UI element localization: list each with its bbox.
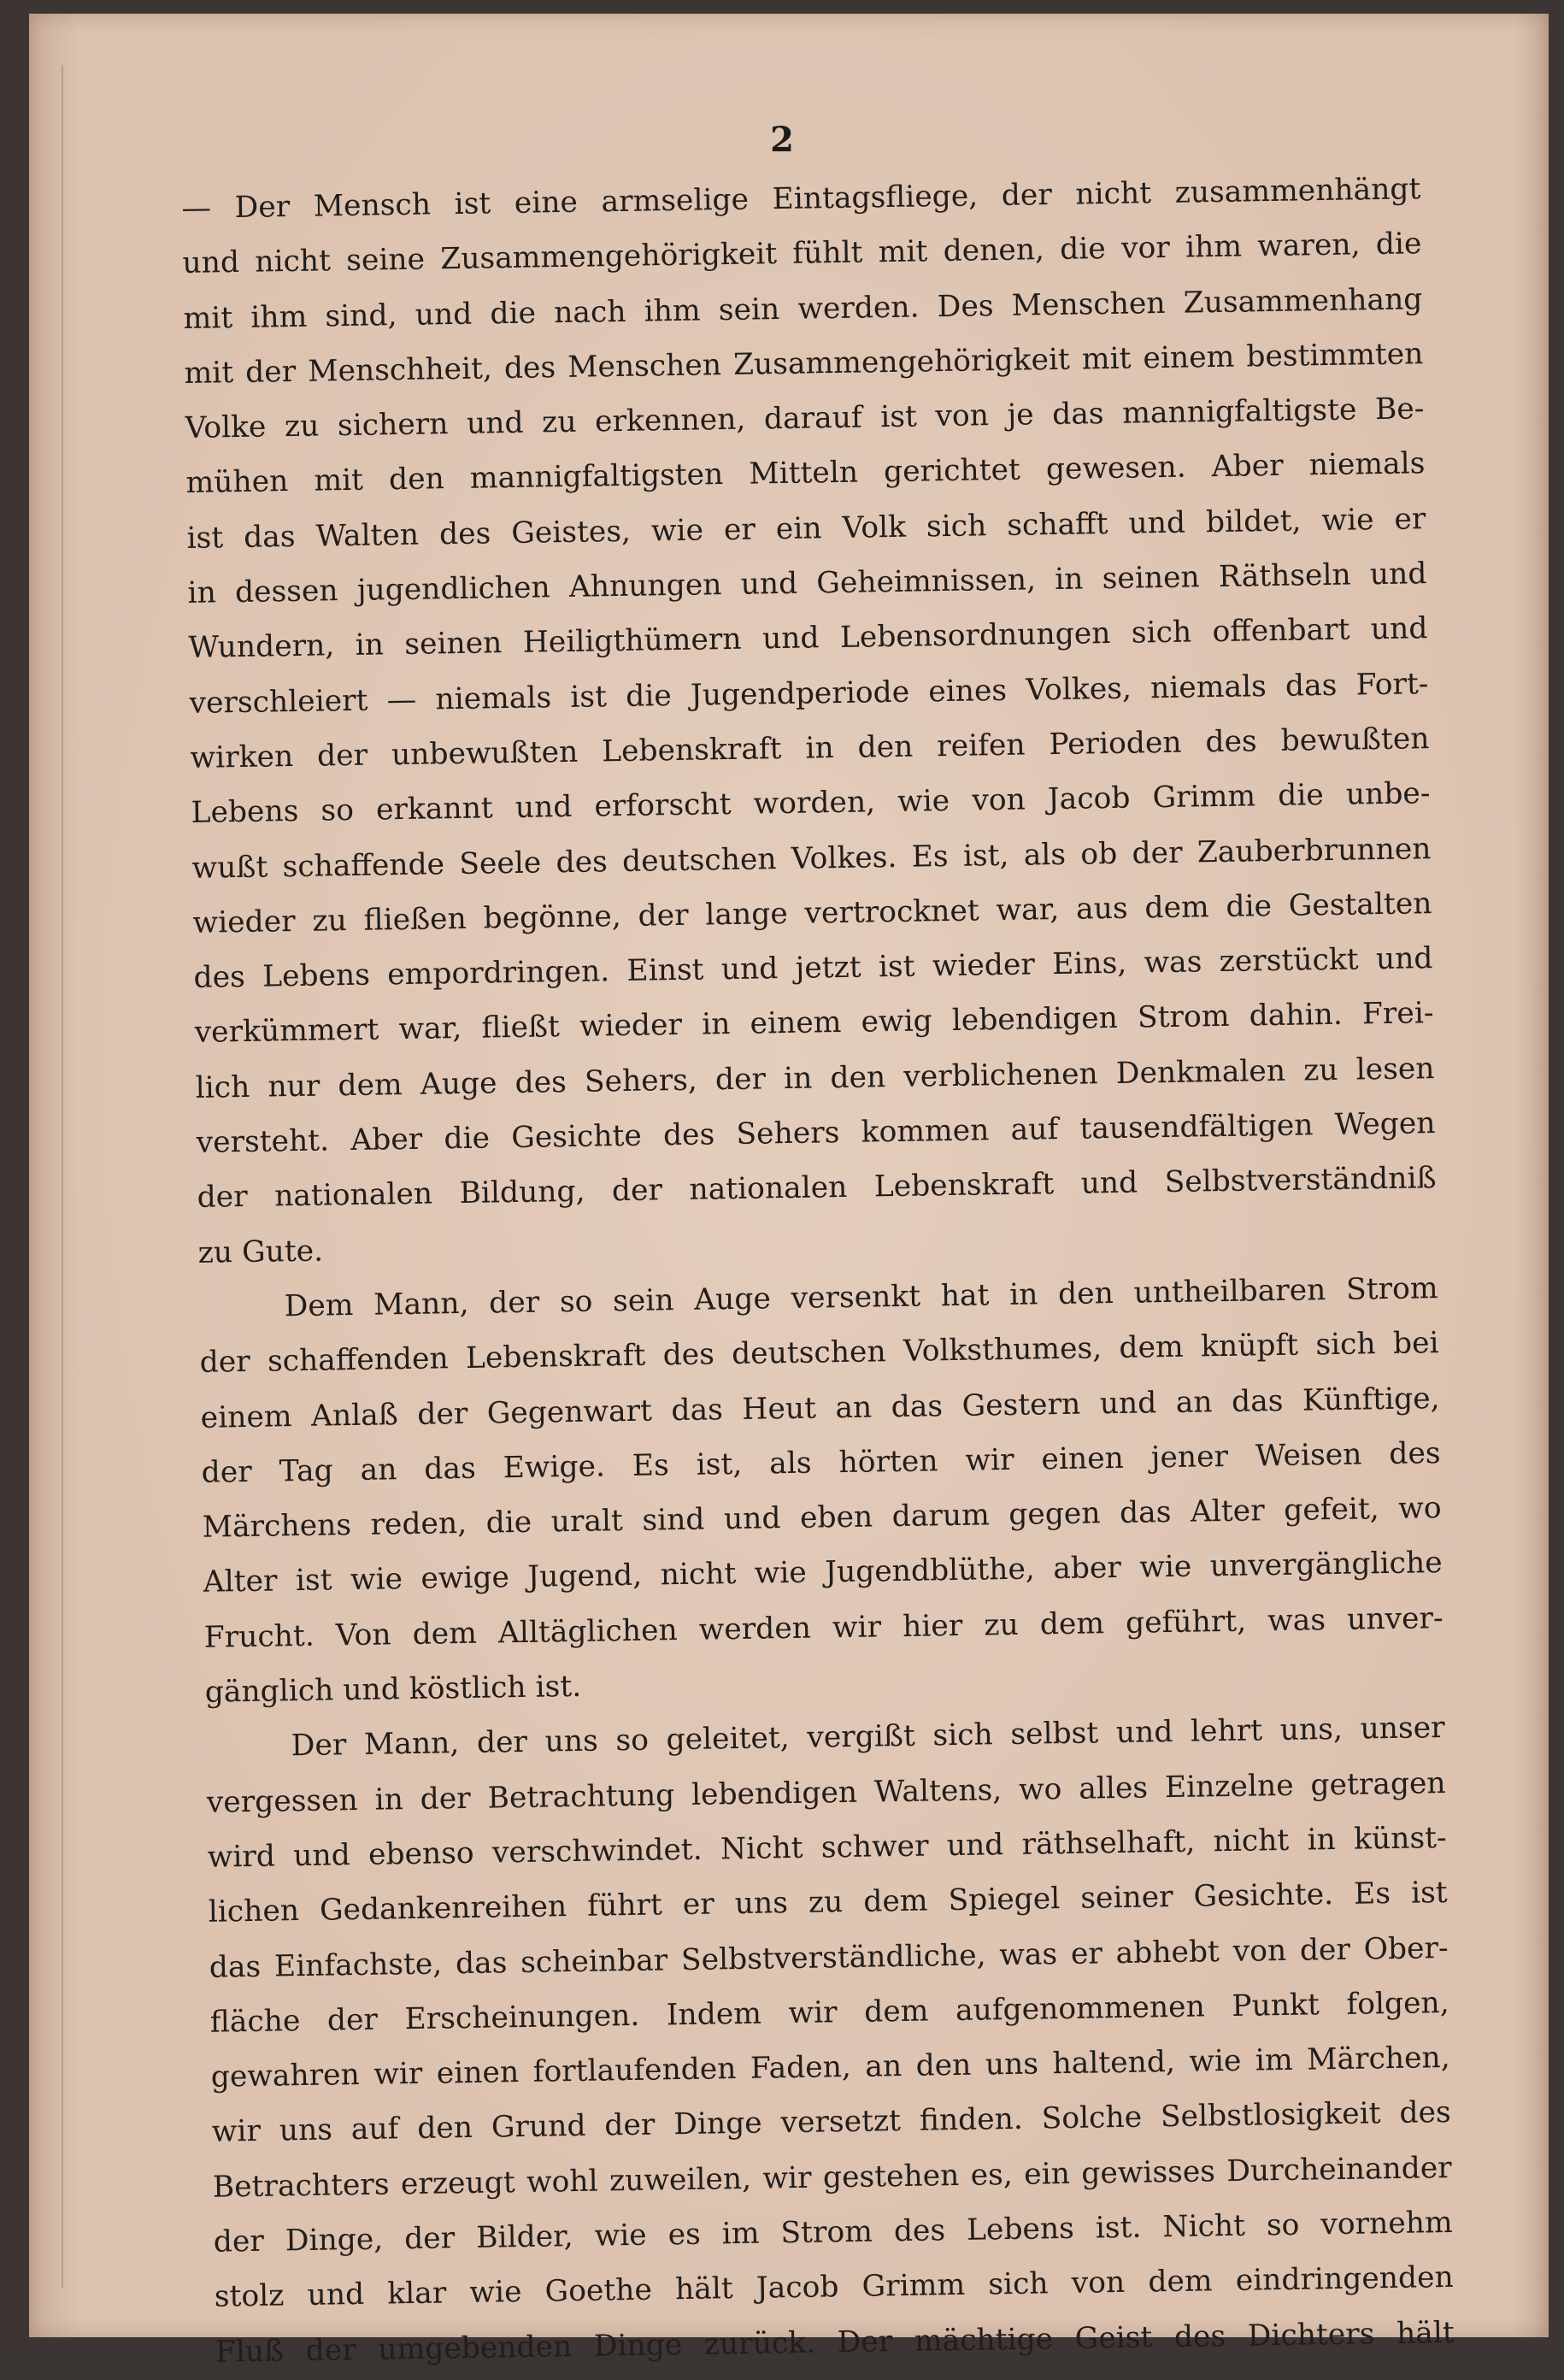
- text-line: Wundern, in seinen Heiligthümern und Lebensordnungen sich offenbart und: [188, 611, 1428, 666]
- body-text: [181, 162, 1455, 2379]
- text-line: wußt schaffende Seele des deutschen Volkes. Es ist, als ob der Zauberbrunnen: [191, 831, 1432, 886]
- text-line: des Lebens empordringen. Einst und jetzt ist wieder Eins, was zerstückt und: [193, 941, 1433, 996]
- text-line: Fluß der umgebenden Dinge zurück. Der mächtige Geist des Dichters hält: [215, 2315, 1455, 2370]
- text-line: wird und ebenso verschwindet. Nicht schwer und räthselhaft, nicht in künst-: [207, 1820, 1447, 1875]
- page-number: 2: [770, 120, 794, 160]
- text-line: ist das Walten des Geistes, wie er ein Volk sich schafft und bildet, wie er: [186, 501, 1426, 556]
- text-line: Der Mann, der uns so geleitet, vergißt sich selbst und lehrt uns, unser: [291, 1711, 1445, 1764]
- text-line: wirken der unbewußten Lebenskraft in den reifen Perioden des bewußten: [190, 722, 1430, 775]
- text-line: Alter ist wie ewige Jugend, nicht wie Jugendblüthe, aber wie unvergängliche: [203, 1546, 1443, 1600]
- text-line: zu Gute.: [197, 1234, 324, 1270]
- text-line: in dessen jugendlichen Ahnungen und Geheimnissen, in seinen Räthseln und: [187, 557, 1427, 611]
- text-line: Lebens so erkannt und erforscht worden, wie von Jacob Grimm die unbe-: [191, 776, 1431, 831]
- text-line: mit ihm sind, und die nach ihm sein werden. Des Menschen Zusammenhang: [183, 281, 1423, 336]
- text-line: der schaffenden Lebenskraft des deutschen Volksthumes, dem knüpft sich bei: [199, 1326, 1439, 1381]
- text-line: das Einfachste, das scheinbar Selbstverständliche, was er abhebt von der Ober-: [209, 1930, 1449, 1985]
- text-line: wieder zu fließen begönne, der lange vertrocknet war, aus dem die Gestalten: [192, 886, 1432, 940]
- text-line: mühen mit den mannigfaltigsten Mitteln gerichtet gewesen. Aber niemals: [185, 446, 1426, 501]
- text-line: der Tag an das Ewige. Es ist, als hörten wir einen jener Weisen des: [201, 1435, 1441, 1490]
- text-line: Betrachters erzeugt wohl zuweilen, wir gestehen es, ein gewisses Durcheinander: [212, 2150, 1452, 2205]
- text-line: vergessen in der Betrachtung lebendigen Waltens, wo alles Einzelne getragen: [206, 1765, 1446, 1820]
- text-line: einem Anlaß der Gegenwart das Heut an das Gestern und an das Künftige,: [200, 1381, 1440, 1435]
- text-line: — Der Mensch ist eine armselige Eintagsfliege, der nicht zusammenhängt: [181, 172, 1421, 226]
- text-line: wir uns auf den Grund der Dinge versetzt finden. Solche Selbstlosigkeit des: [211, 2095, 1451, 2150]
- text-line: lichen Gedankenreihen führt er uns zu dem Spiegel seiner Gesichte. Es ist: [208, 1876, 1448, 1929]
- text-line: Volke zu sichern und zu erkennen, darauf ist von je das mannigfaltigste Be-: [185, 392, 1425, 446]
- text-line: fläche der Erscheinungen. Indem wir dem aufgenommenen Punkt folgen,: [209, 1985, 1449, 2040]
- text-line: gewahren wir einen fortlaufenden Faden, an den uns haltend, wie im Märchen,: [210, 2041, 1450, 2094]
- text-line: Märchens reden, die uralt sind und eben darum gegen das Alter gefeit, wo: [202, 1491, 1442, 1545]
- text-line: verkümmert war, fließt wieder in einem ewig lebendigen Strom dahin. Frei-: [194, 996, 1434, 1051]
- text-line: lich nur dem Auge des Sehers, der in den verblichenen Denkmalen zu lesen: [195, 1051, 1435, 1105]
- page-gutter: [62, 65, 63, 2288]
- text-line: verschleiert — niemals ist die Jugendperiode eines Volkes, niemals das Fort-: [189, 666, 1429, 721]
- text-line: Frucht. Von dem Alltäglichen werden wir hier zu dem geführt, was unver-: [203, 1600, 1443, 1655]
- text-line: Dem Mann, der so sein Auge versenkt hat in den untheilbaren Strom: [284, 1271, 1438, 1324]
- text-line: der Dinge, der Bilder, wie es im Strom des Lebens ist. Nicht so vornehm: [213, 2205, 1454, 2259]
- text-line: stolz und klar wie Goethe hält Jacob Grimm sich von dem eindringenden: [214, 2260, 1455, 2314]
- text-line: mit der Menschheit, des Menschen Zusammengehörigkeit mit einem bestimmten: [184, 337, 1424, 391]
- text-line: der nationalen Bildung, der nationalen Lebenskraft und Selbstverständniß: [197, 1161, 1437, 1216]
- text-line: gänglich und köstlich ist.: [204, 1669, 582, 1710]
- text-line: versteht. Aber die Gesichte des Sehers kommen auf tausendfältigen Wegen: [196, 1106, 1436, 1160]
- text-line: und nicht seine Zusammengehörigkeit fühlt mit denen, die vor ihm waren, die: [182, 227, 1422, 281]
